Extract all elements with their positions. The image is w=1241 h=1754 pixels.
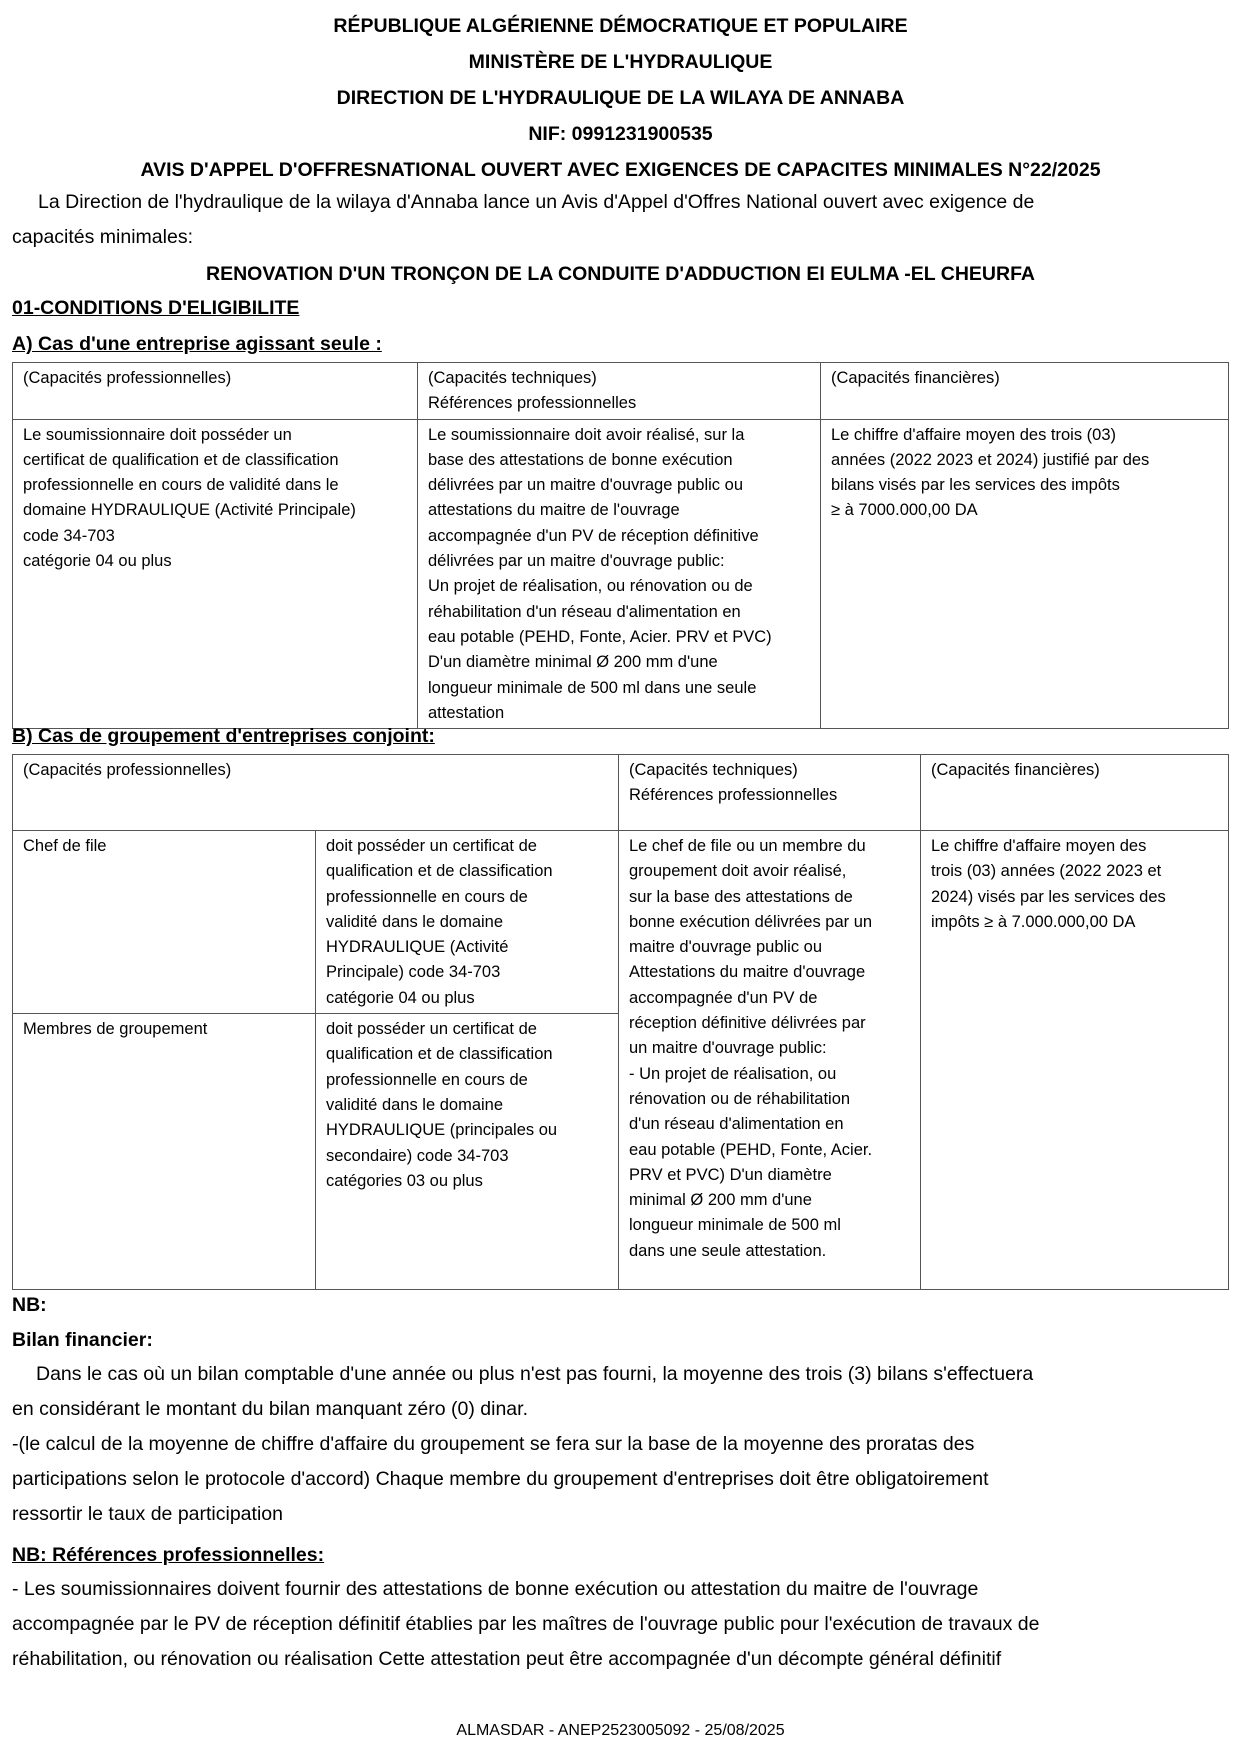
cell-line: professionnelle en cours de [326,887,528,906]
bilan-title: Bilan financier: [12,1329,153,1351]
cell-financial [821,419,1229,729]
cell-line: Principale) code 34-703 [326,963,501,982]
cell-line: délivrées par un maitre d'ouvrage public ou [428,476,743,495]
cell-line: catégorie 04 ou plus [23,552,172,571]
intro-line-1: La Direction de l'hydraulique de la wilaya d'Annaba lance un Avis d'Appel d'Offres National ouvert avec exigence de [38,191,1035,213]
cell-line: Le chef de file ou un membre du [629,837,866,855]
paragraph-line: ressortir le taux de participation [12,1503,283,1525]
paragraph-line: en considérant le montant du bilan manquant zéro (0) dinar. [12,1398,528,1420]
header-republic: RÉPUBLIQUE ALGÉRIENNE DÉMOCRATIQUE ET POPULAIRE [333,15,908,37]
cell-line: eau potable (PEHD, Fonte, Acier. [629,1140,873,1159]
cell-line: un maitre d'ouvrage public: [629,1039,827,1058]
cell-professional [13,419,418,729]
cell-line: PRV et PVC) D'un diamètre [629,1165,832,1184]
cell-line: 2024) visés par les services des [931,887,1166,906]
cell-line: Le soumissionnaire doit posséder un [23,425,292,444]
cell-line: accompagnée d'un PV de réception définitive [428,526,759,545]
cell-membres-text [316,1014,619,1290]
cell-line: code 34-703 [23,526,115,545]
refs-title: NB: Références professionnelles: [12,1544,325,1566]
cell-technical [619,831,921,1290]
cell-line: Le soumissionnaire doit avoir réalisé, sur la [428,425,745,444]
refs-paragraph [12,1572,1227,1677]
table-row [13,419,1229,729]
footer-reference: ALMASDAR - ANEP2523005092 - 25/08/2025 [456,1722,785,1739]
paragraph-line: accompagnée par le PV de réception définitif établies par les maîtres de l'ouvrage public pour l'exécution de travaux de [12,1613,1040,1635]
table-header-row [13,363,1229,420]
cell-line: bonne exécution délivrées par un [629,912,873,931]
table-b-title: B) Cas de groupement d'entreprises conjoint: [12,725,435,747]
cell-line: groupement doit avoir réalisé, [629,862,847,881]
paragraph-line: - Les soumissionnaires doivent fournir des attestations de bonne exécution ou attestation du maitre de l'ouvrage [12,1578,979,1600]
table-group-companies [12,754,1229,1290]
cell-line: attestations du maitre de l'ouvrage [428,501,680,520]
cell-line: longueur minimale de 500 ml [629,1216,841,1235]
header-cell-financial: (Capacités financières) [921,755,1229,831]
cell-line: minimal Ø 200 mm d'une [629,1191,812,1210]
cell-line: accompagnée d'un PV de [629,988,818,1007]
cell-line: réception définitive délivrées par [629,1014,866,1033]
cell-line: dans une seule attestation. [629,1241,827,1260]
table-header-row [13,755,1229,831]
cell-line: longueur minimale de 500 ml dans une seule [428,678,757,697]
cell-line: impôts ≥ à 7.000.000,00 DA [931,912,1136,931]
header-nif: NIF: 0991231900535 [528,123,713,145]
cell-line: certificat de qualification et de classification [23,450,339,469]
cell-line: D'un diamètre minimal Ø 200 mm d'une [428,653,718,672]
paragraph-line: participations selon le protocole d'accord) Chaque membre du groupement d'entreprises doit être obligatoirement [12,1468,989,1490]
cell-line: Un projet de réalisation, ou rénovation ou de [428,577,753,596]
cell-line: réhabilitation d'un réseau d'alimentation en [428,602,741,621]
cell-line: Le chiffre d'affaire moyen des [931,837,1147,855]
cell-line: HYDRAULIQUE (principales ou [326,1121,558,1140]
table-a-title: A) Cas d'une entreprise agissant seule : [12,333,382,355]
cell-line: bilans visés par les services des impôts [831,476,1120,495]
cell-line: secondaire) code 34-703 [326,1146,509,1165]
cell-line: Le chiffre d'affaire moyen des trois (03) [831,425,1117,444]
cell-line: attestation [428,703,505,722]
header-cell-financial: (Capacités financières) [821,363,1229,420]
cell-line: délivrées par un maitre d'ouvrage public: [428,552,725,571]
cell-line: catégories 03 ou plus [326,1171,483,1190]
paragraph-line: -(le calcul de la moyenne de chiffre d'affaire du groupement se fera sur la base de la moyenne des proratas des [12,1433,975,1455]
cell-line: validité dans le domaine [326,1095,504,1114]
intro-line-2: capacités minimales: [12,226,193,248]
header-direction: DIRECTION DE L'HYDRAULIQUE DE LA WILAYA DE ANNABA [336,87,905,109]
table-row-chef [13,831,1229,1014]
paragraph-line: Dans le cas où un bilan comptable d'une année ou plus n'est pas fourni, la moyenne des trois (3) bilans s'effectuera [36,1363,1034,1385]
cell-line: domaine HYDRAULIQUE (Activité Principale) [23,501,356,520]
project-title: RENOVATION D'UN TRONÇON DE LA CONDUITE D'ADDUCTION EI EULMA -EL CHEURFA [206,263,1035,285]
cell-line: eau potable (PEHD, Fonte, Acier. PRV et PVC) [428,627,772,646]
cell-line: ≥ à 7000.000,00 DA [831,501,978,520]
cell-line: trois (03) années (2022 2023 et [931,862,1162,881]
cell-line: Attestations du maitre d'ouvrage [629,963,866,982]
cell-line: rénovation ou de réhabilitation [629,1089,851,1108]
cell-line: HYDRAULIQUE (Activité [326,938,509,957]
cell-line: professionnelle en cours de [326,1070,528,1089]
cell-line: d'un réseau d'alimentation en [629,1115,844,1134]
cell-financial [921,831,1229,1290]
cell-line: qualification et de classification [326,1045,553,1064]
cell-line: années (2022 2023 et 2024) justifié par des [831,450,1150,469]
cell-line: - Un projet de réalisation, ou [629,1064,837,1083]
header-cell-professional: (Capacités professionnelles) [13,363,418,420]
paragraph-line: réhabilitation, ou rénovation ou réalisation Cette attestation peut être accompagnée d'un décompte général définitif [12,1648,1002,1670]
header-cell-technical: (Capacités techniques) Références professionnelles [418,363,821,420]
cell-line: doit posséder un certificat de [326,1020,537,1039]
bilan-paragraph [12,1357,1227,1532]
cell-chef-text [316,831,619,1014]
cell-line: catégorie 04 ou plus [326,988,475,1007]
table-single-company [12,362,1229,729]
cell-line: validité dans le domaine [326,912,504,931]
nb-label: NB: [12,1294,47,1316]
cell-membres-label: Membres de groupement [13,1014,316,1290]
section-title: 01-CONDITIONS D'ELIGIBILITE [12,297,300,319]
header-cell-technical: (Capacités techniques) Références professionnelles [619,755,921,831]
cell-line: maitre d'ouvrage public ou [629,938,823,957]
header-ministry: MINISTÈRE DE L'HYDRAULIQUE [468,51,773,73]
header-cell-professional: (Capacités professionnelles) [13,755,619,831]
cell-line: sur la base des attestations de [629,887,853,906]
notice-title: AVIS D'APPEL D'OFFRESNATIONAL OUVERT AVEC EXIGENCES DE CAPACITES MINIMALES N°22/2025 [140,159,1101,181]
cell-line: professionnelle en cours de validité dans le [23,476,339,495]
cell-line: base des attestations de bonne exécution [428,450,733,469]
cell-chef-label: Chef de file [13,831,316,1014]
cell-line: qualification et de classification [326,862,553,881]
cell-technical [418,419,821,729]
cell-line: doit posséder un certificat de [326,837,537,855]
